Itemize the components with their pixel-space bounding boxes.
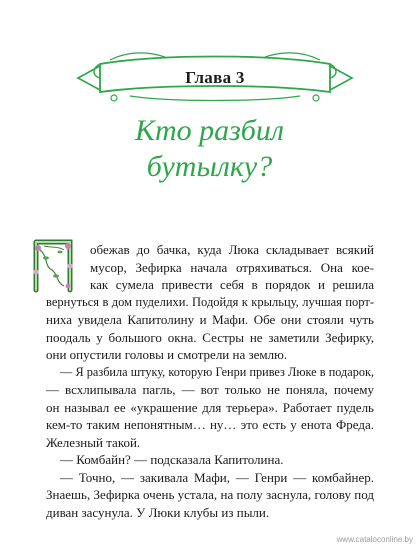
chapter-title-line-2: бутылку? [146, 150, 273, 183]
watermark: www.cataloconline.by [336, 535, 413, 544]
text-line: поодаль у большого окна. Сестры не заметили Зефирку, [46, 329, 374, 345]
text-line: — Точно, — закивала Мафи, — Генри — комбайнер. [60, 469, 374, 485]
text-line: обежав до бачка, куда Люка складывает всякий [90, 242, 374, 257]
chapter-title-line-1: Кто разбил [135, 114, 284, 147]
text-line: — всхлипывала пагль, — вот только не поняла, почему [46, 382, 374, 397]
text-line: как сумела привести себя в порядок и решила [90, 277, 374, 292]
text-line: кем-то таким непонятным… ну… это есть у енота Фреда. [46, 417, 374, 432]
text-line: мусор, Зефирка начала отряхиваться. Она кое- [90, 259, 374, 275]
story-text [46, 241, 374, 521]
text-line: диван засунула. У Люки клубы из пыли. [46, 504, 270, 520]
text-line: ниха увидела Капитолину и Мафи. Обе они стояли чуть [46, 312, 374, 327]
chapter-banner [70, 48, 360, 110]
text-line: Железный такой. [46, 434, 141, 450]
text-line: Знаешь, Зефирка очень устала, на полу заснула, голову под [46, 487, 374, 502]
text-line: — Комбайн? — подсказала Капитолина. [60, 452, 284, 467]
chapter-label: Глава 3 [185, 68, 245, 87]
text-line: они опустили головы и смотрели на землю. [46, 347, 288, 362]
text-line: — Я разбила штуку, которую Генри привез Люке в подарок, [60, 364, 374, 379]
text-line: он называл ее «украшение для терьера». Работает пудель [46, 399, 374, 415]
text-line: вернуться в дом пуделихи. Подойдя к крыльцу, лучшая порт- [46, 294, 374, 309]
